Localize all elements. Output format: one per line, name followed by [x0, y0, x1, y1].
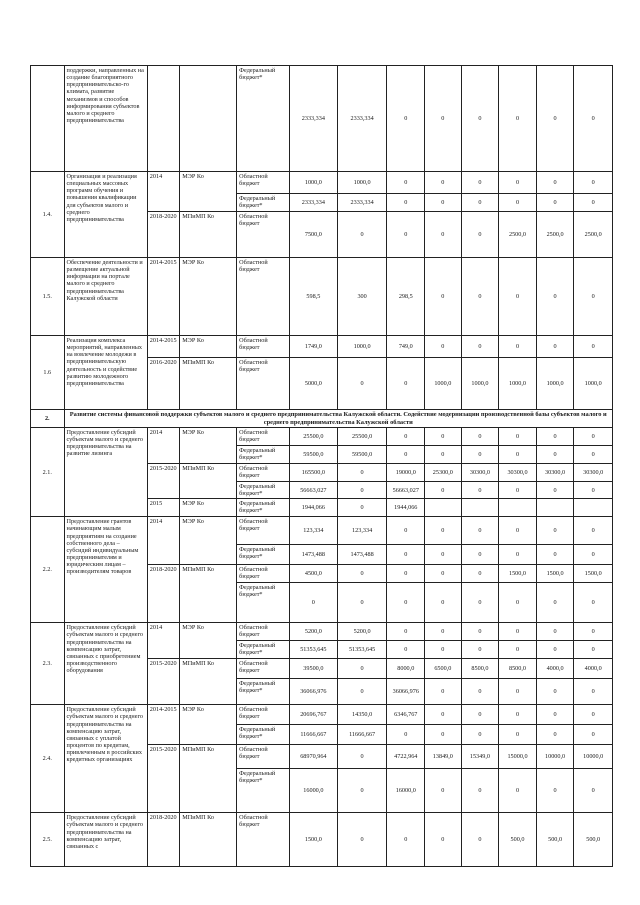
amount-cell: 500,0	[499, 813, 537, 867]
executor-cell: МЭР Ко	[180, 705, 237, 745]
amount-cell: 2333,334	[289, 66, 337, 172]
measure-name: Предоставление субсидий субъектам малого и среднего предпринимательства на развитие лизинга	[64, 428, 147, 517]
amount-cell: 0	[425, 212, 462, 258]
amount-cell: 0	[536, 66, 574, 172]
table-row	[31, 813, 613, 867]
amount-cell: 0	[337, 745, 387, 769]
executor-cell: МПиМП Ко	[180, 565, 237, 623]
amount-cell: 0	[425, 194, 462, 212]
amount-cell: 0	[337, 499, 387, 517]
amount-cell: 5200,0	[337, 623, 387, 641]
amount-cell: 8000,0	[387, 659, 425, 679]
funding-source: Федеральный бюджет*	[237, 66, 290, 172]
funding-source: Федеральный бюджет*	[237, 446, 290, 464]
amount-cell: 0	[574, 769, 613, 813]
funding-source: Федеральный бюджет*	[237, 499, 290, 517]
executor-cell: МЭР Ко	[180, 499, 237, 517]
amount-cell: 0	[536, 428, 574, 446]
amount-cell: 0	[536, 258, 574, 336]
amount-cell: 15349,0	[461, 745, 499, 769]
amount-cell: 8500,0	[499, 659, 537, 679]
funding-source: Федеральный бюджет*	[237, 194, 290, 212]
amount-cell: 0	[425, 66, 462, 172]
amount-cell: 500,0	[536, 813, 574, 867]
amount-cell: 14350,0	[337, 705, 387, 725]
amount-cell: 0	[425, 769, 462, 813]
amount-cell: 0	[499, 172, 537, 194]
amount-cell: 0	[425, 172, 462, 194]
period-cell: 2015-2020	[147, 745, 180, 813]
table-row	[31, 517, 613, 545]
row-index: 2.2.	[31, 517, 65, 623]
amount-cell: 0	[425, 258, 462, 336]
amount-cell: 0	[461, 769, 499, 813]
period-cell: 2016-2020	[147, 358, 180, 410]
amount-cell: 1000,0	[536, 358, 574, 410]
funding-source: Федеральный бюджет*	[237, 725, 290, 745]
row-index: 1.6	[31, 336, 65, 410]
executor-cell: МПиМП Ко	[180, 212, 237, 258]
amount-cell: 0	[337, 358, 387, 410]
amount-cell: 0	[337, 212, 387, 258]
amount-cell: 4722,964	[387, 745, 425, 769]
section-header-row	[31, 410, 613, 428]
amount-cell	[499, 499, 537, 517]
table-row	[31, 336, 613, 358]
period-cell: 2014	[147, 517, 180, 565]
amount-cell: 123,334	[289, 517, 337, 545]
executor-cell: МПиМП Ко	[180, 745, 237, 813]
amount-cell: 0	[499, 641, 537, 659]
amount-cell: 0	[536, 769, 574, 813]
row-index: 2.4.	[31, 705, 65, 813]
amount-cell: 0	[499, 769, 537, 813]
amount-cell: 39500,0	[289, 659, 337, 679]
period-cell: 2014	[147, 428, 180, 464]
amount-cell: 15000,0	[499, 745, 537, 769]
amount-cell: 5000,0	[289, 358, 337, 410]
amount-cell: 2333,334	[289, 194, 337, 212]
amount-cell: 0	[536, 705, 574, 725]
row-index: 2.5.	[31, 813, 65, 867]
row-index: 2.1.	[31, 428, 65, 517]
amount-cell: 1500,0	[574, 565, 613, 583]
executor-cell: МЭР Ко	[180, 172, 237, 212]
period-cell: 2015	[147, 499, 180, 517]
amount-cell: 16000,0	[387, 769, 425, 813]
amount-cell: 0	[499, 545, 537, 565]
amount-cell: 0	[337, 659, 387, 679]
funding-source: Областной бюджет	[237, 517, 290, 545]
period-cell: 2018-2020	[147, 212, 180, 258]
amount-cell: 0	[387, 212, 425, 258]
amount-cell: 68970,964	[289, 745, 337, 769]
amount-cell: 0	[536, 545, 574, 565]
amount-cell: 0	[425, 813, 462, 867]
amount-cell: 0	[387, 517, 425, 545]
amount-cell: 0	[425, 545, 462, 565]
amount-cell: 36066,976	[387, 679, 425, 705]
amount-cell: 1944,066	[289, 499, 337, 517]
amount-cell: 0	[425, 623, 462, 641]
amount-cell: 0	[461, 194, 499, 212]
period-cell: 2014	[147, 623, 180, 659]
table-row	[31, 705, 613, 725]
measure-name: поддержки, направленных на создание благоприятного предпринимательско-го климата, развитие механизмов и способов информирования субъектов малого и среднего предпринимательства	[64, 66, 147, 172]
amount-cell: 0	[337, 565, 387, 583]
measure-name: Предоставление субсидий субъектам малого и среднего предпринимательства на компенсацию затрат, связанных с приобретением производственного оборудования	[64, 623, 147, 705]
amount-cell: 0	[574, 258, 613, 336]
amount-cell: 25500,0	[337, 428, 387, 446]
table-row	[31, 66, 613, 172]
amount-cell: 0	[574, 336, 613, 358]
amount-cell	[536, 499, 574, 517]
table-row	[31, 623, 613, 641]
period-cell: 2014	[147, 172, 180, 212]
amount-cell: 51353,645	[289, 641, 337, 659]
executor-cell: МПиМП Ко	[180, 813, 237, 867]
funding-source: Федеральный бюджет*	[237, 679, 290, 705]
amount-cell: 0	[461, 583, 499, 623]
amount-cell: 0	[574, 705, 613, 725]
amount-cell: 30300,0	[574, 464, 613, 482]
funding-source: Федеральный бюджет*	[237, 769, 290, 813]
amount-cell: 7500,0	[289, 212, 337, 258]
amount-cell: 2500,0	[574, 212, 613, 258]
amount-cell: 0	[536, 725, 574, 745]
amount-cell: 10000,0	[536, 745, 574, 769]
amount-cell: 1749,0	[289, 336, 337, 358]
amount-cell: 0	[387, 583, 425, 623]
amount-cell: 0	[536, 641, 574, 659]
amount-cell: 0	[425, 565, 462, 583]
amount-cell: 4500,0	[289, 565, 337, 583]
amount-cell: 0	[574, 172, 613, 194]
amount-cell	[425, 499, 462, 517]
amount-cell: 13849,0	[425, 745, 462, 769]
table-row	[31, 258, 613, 336]
row-index: 1.4.	[31, 172, 65, 258]
amount-cell: 0	[574, 641, 613, 659]
funding-source: Областной бюджет	[237, 212, 290, 258]
amount-cell: 0	[499, 66, 537, 172]
amount-cell: 51353,645	[337, 641, 387, 659]
amount-cell: 56663,027	[387, 482, 425, 499]
amount-cell: 0	[425, 679, 462, 705]
amount-cell: 0	[337, 482, 387, 499]
executor-cell: МЭР Ко	[180, 623, 237, 659]
amount-cell: 19000,0	[387, 464, 425, 482]
executor-cell: МПиМП Ко	[180, 659, 237, 705]
amount-cell	[574, 499, 613, 517]
amount-cell: 0	[499, 623, 537, 641]
amount-cell: 0	[461, 258, 499, 336]
amount-cell: 0	[536, 194, 574, 212]
amount-cell: 1944,066	[387, 499, 425, 517]
amount-cell: 298,5	[387, 258, 425, 336]
funding-source: Областной бюджет	[237, 258, 290, 336]
amount-cell: 0	[536, 679, 574, 705]
amount-cell: 0	[574, 583, 613, 623]
amount-cell: 25500,0	[289, 428, 337, 446]
measure-name: Предоставление субсидий субъектам малого и среднего предпринимательства на компенсацию затрат, связанных с уплатой процентов по кредитам, привлеченным в российских кредитных организациях	[64, 705, 147, 813]
amount-cell: 6346,767	[387, 705, 425, 725]
amount-cell: 0	[574, 679, 613, 705]
amount-cell: 0	[536, 336, 574, 358]
amount-cell: 2500,0	[536, 212, 574, 258]
amount-cell: 5200,0	[289, 623, 337, 641]
amount-cell: 0	[499, 258, 537, 336]
period-cell: 2015-2020	[147, 464, 180, 499]
amount-cell: 0	[461, 545, 499, 565]
amount-cell: 0	[461, 565, 499, 583]
executor-cell: МЭР Ко	[180, 428, 237, 464]
amount-cell: 20696,767	[289, 705, 337, 725]
amount-cell: 0	[461, 705, 499, 725]
amount-cell: 0	[499, 583, 537, 623]
measure-name: Организация и реализация специальных массовых программ обучения и повышения квалификации для субъектов малого и среднего предпринимательства	[64, 172, 147, 258]
section-number: 2.	[31, 410, 65, 428]
table-row	[31, 172, 613, 194]
table-row	[31, 428, 613, 446]
executor-cell: МЭР Ко	[180, 258, 237, 336]
amount-cell: 0	[289, 583, 337, 623]
amount-cell: 1000,0	[499, 358, 537, 410]
amount-cell: 0	[387, 813, 425, 867]
amount-cell: 749,0	[387, 336, 425, 358]
amount-cell: 0	[387, 358, 425, 410]
period-cell: 2014-2015	[147, 258, 180, 336]
amount-cell: 0	[425, 583, 462, 623]
amount-cell: 0	[337, 583, 387, 623]
amount-cell: 0	[425, 517, 462, 545]
amount-cell: 0	[387, 725, 425, 745]
amount-cell: 0	[574, 446, 613, 464]
amount-cell: 30300,0	[461, 464, 499, 482]
amount-cell: 59500,0	[337, 446, 387, 464]
measure-name: Предоставление субсидий субъектам малого и среднего предпринимательства на компенсацию затрат, связанных с	[64, 813, 147, 867]
period-cell	[147, 66, 180, 172]
amount-cell: 165500,0	[289, 464, 337, 482]
amount-cell: 1473,488	[337, 545, 387, 565]
amount-cell: 0	[337, 679, 387, 705]
amount-cell: 0	[425, 336, 462, 358]
amount-cell: 0	[536, 583, 574, 623]
amount-cell: 1000,0	[337, 336, 387, 358]
amount-cell: 0	[461, 428, 499, 446]
budget-table	[30, 65, 613, 867]
amount-cell: 0	[461, 813, 499, 867]
period-cell: 2014-2015	[147, 336, 180, 358]
amount-cell: 500,0	[574, 813, 613, 867]
amount-cell: 1473,488	[289, 545, 337, 565]
amount-cell: 0	[461, 336, 499, 358]
funding-source: Федеральный бюджет*	[237, 583, 290, 623]
executor-cell: МЭР Ко	[180, 336, 237, 358]
amount-cell: 30300,0	[499, 464, 537, 482]
amount-cell: 59500,0	[289, 446, 337, 464]
funding-source: Федеральный бюджет*	[237, 482, 290, 499]
amount-cell: 1000,0	[425, 358, 462, 410]
amount-cell: 25300,0	[425, 464, 462, 482]
amount-cell: 0	[387, 565, 425, 583]
executor-cell	[180, 66, 237, 172]
amount-cell: 0	[337, 464, 387, 482]
executor-cell: МПиМП Ко	[180, 358, 237, 410]
funding-source: Областной бюджет	[237, 464, 290, 482]
measure-name: Реализация комплекса мероприятий, направленных на вовлечение молодежи в предпринимательскую деятельность и содействие развитию молодежного предпринимательства	[64, 336, 147, 410]
amount-cell: 0	[499, 336, 537, 358]
amount-cell: 0	[499, 428, 537, 446]
funding-source: Областной бюджет	[237, 623, 290, 641]
amount-cell: 0	[574, 517, 613, 545]
amount-cell: 2333,334	[337, 66, 387, 172]
amount-cell: 0	[461, 623, 499, 641]
amount-cell: 4000,0	[574, 659, 613, 679]
executor-cell: МЭР Ко	[180, 517, 237, 565]
amount-cell: 56663,027	[289, 482, 337, 499]
funding-source: Областной бюджет	[237, 358, 290, 410]
amount-cell: 300	[337, 258, 387, 336]
funding-source: Областной бюджет	[237, 745, 290, 769]
amount-cell: 0	[387, 623, 425, 641]
amount-cell: 0	[574, 623, 613, 641]
amount-cell: 0	[425, 641, 462, 659]
period-cell: 2018-2020	[147, 813, 180, 867]
amount-cell: 0	[536, 517, 574, 545]
period-cell: 2015-2020	[147, 659, 180, 705]
amount-cell: 1500,0	[289, 813, 337, 867]
funding-source: Областной бюджет	[237, 336, 290, 358]
amount-cell: 0	[461, 679, 499, 705]
funding-source: Областной бюджет	[237, 705, 290, 725]
measure-name: Предоставление грантов начинающим малым предприятиям на создание собственного дела – субсидий индивидуальным предпринимателям и юридическим лицам – производителям товаров	[64, 517, 147, 623]
amount-cell: 8500,0	[461, 659, 499, 679]
amount-cell: 0	[461, 517, 499, 545]
amount-cell: 0	[425, 482, 462, 499]
amount-cell: 0	[461, 172, 499, 194]
amount-cell: 0	[337, 769, 387, 813]
period-cell: 2018-2020	[147, 565, 180, 623]
funding-source: Областной бюджет	[237, 565, 290, 583]
funding-source: Областной бюджет	[237, 428, 290, 446]
amount-cell: 10000,0	[574, 745, 613, 769]
amount-cell: 2500,0	[499, 212, 537, 258]
amount-cell: 0	[387, 172, 425, 194]
amount-cell: 1000,0	[574, 358, 613, 410]
amount-cell: 0	[337, 813, 387, 867]
amount-cell: 0	[387, 545, 425, 565]
amount-cell: 4000,0	[536, 659, 574, 679]
amount-cell: 0	[536, 446, 574, 464]
amount-cell: 0	[425, 428, 462, 446]
amount-cell: 0	[574, 428, 613, 446]
period-cell: 2014-2015	[147, 705, 180, 745]
amount-cell: 30300,0	[536, 464, 574, 482]
amount-cell: 0	[499, 482, 537, 499]
amount-cell: 0	[461, 212, 499, 258]
amount-cell: 1000,0	[461, 358, 499, 410]
amount-cell: 0	[499, 446, 537, 464]
funding-source: Федеральный бюджет*	[237, 545, 290, 565]
amount-cell: 16000,0	[289, 769, 337, 813]
amount-cell: 0	[387, 194, 425, 212]
amount-cell: 0	[536, 172, 574, 194]
executor-cell: МПиМП Ко	[180, 464, 237, 499]
amount-cell: 0	[387, 446, 425, 464]
amount-cell	[461, 499, 499, 517]
amount-cell: 0	[387, 641, 425, 659]
amount-cell: 0	[574, 482, 613, 499]
amount-cell: 0	[574, 66, 613, 172]
amount-cell: 0	[425, 705, 462, 725]
amount-cell: 0	[461, 66, 499, 172]
funding-source: Областной бюджет	[237, 172, 290, 194]
amount-cell: 0	[461, 446, 499, 464]
amount-cell: 0	[499, 705, 537, 725]
funding-source: Областной бюджет	[237, 659, 290, 679]
amount-cell: 0	[536, 482, 574, 499]
amount-cell: 1500,0	[536, 565, 574, 583]
amount-cell: 0	[387, 428, 425, 446]
amount-cell: 0	[461, 641, 499, 659]
amount-cell: 0	[536, 623, 574, 641]
amount-cell: 36066,976	[289, 679, 337, 705]
amount-cell: 6500,0	[425, 659, 462, 679]
amount-cell: 2333,334	[337, 194, 387, 212]
amount-cell: 0	[499, 517, 537, 545]
amount-cell: 598,5	[289, 258, 337, 336]
amount-cell: 11666,667	[289, 725, 337, 745]
amount-cell: 11666,667	[337, 725, 387, 745]
measure-name: Обеспечение деятельности и размещение актуальной информации на портале малого и среднего предпринимательства Калужской области	[64, 258, 147, 336]
row-index: 1.5.	[31, 258, 65, 336]
funding-source: Федеральный бюджет*	[237, 641, 290, 659]
amount-cell: 0	[461, 725, 499, 745]
amount-cell: 1000,0	[337, 172, 387, 194]
amount-cell: 0	[574, 194, 613, 212]
amount-cell: 0	[461, 482, 499, 499]
amount-cell: 0	[499, 679, 537, 705]
amount-cell: 0	[499, 725, 537, 745]
amount-cell: 0	[499, 194, 537, 212]
amount-cell: 0	[425, 446, 462, 464]
amount-cell: 0	[425, 725, 462, 745]
amount-cell: 123,334	[337, 517, 387, 545]
row-index	[31, 66, 65, 172]
amount-cell: 0	[574, 725, 613, 745]
amount-cell: 0	[574, 545, 613, 565]
amount-cell: 0	[387, 66, 425, 172]
amount-cell: 1500,0	[499, 565, 537, 583]
amount-cell: 1000,0	[289, 172, 337, 194]
row-index: 2.3.	[31, 623, 65, 705]
section-title: Развитие системы финансовой поддержки субъектов малого и среднего предпринимательства Калужской области. Содействие модернизации производственной базы субъектов малого и среднего предпринимательства Калужской области	[64, 410, 612, 428]
funding-source: Областной бюджет	[237, 813, 290, 867]
